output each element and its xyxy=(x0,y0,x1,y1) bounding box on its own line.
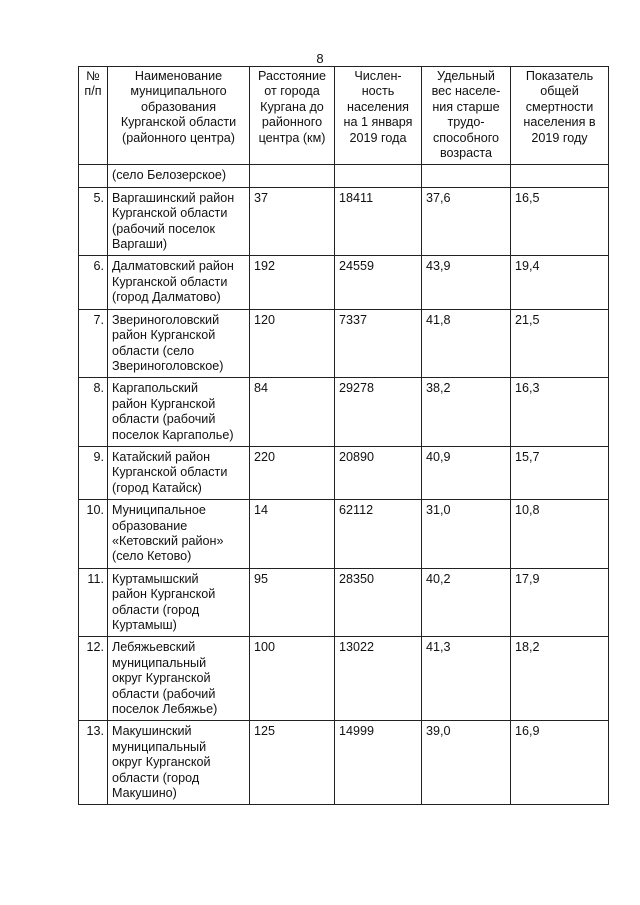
table-row xyxy=(79,568,609,637)
cell-share: 43,9 xyxy=(422,256,511,309)
cell-mortality: 10,8 xyxy=(511,500,609,569)
table-row xyxy=(79,446,609,499)
cell-no: 11. xyxy=(79,568,108,637)
cell-mortality: 19,4 xyxy=(511,256,609,309)
cell-population: 13022 xyxy=(335,637,422,721)
page-number: 8 xyxy=(316,51,324,66)
cell-mortality: 17,9 xyxy=(511,568,609,637)
cell-population: 14999 xyxy=(335,721,422,805)
table-row xyxy=(79,721,609,805)
cell-no: 13. xyxy=(79,721,108,805)
header-share: Удельный вес населе- ния старше трудо- способного возраста xyxy=(422,67,511,165)
cell-name: Катайский район Курганской области (город Катайск) xyxy=(108,446,250,499)
cell-mortality: 18,2 xyxy=(511,637,609,721)
cell-distance xyxy=(250,165,335,187)
cell-name: Каргапольский район Курганской области (рабочий поселок Каргаполье) xyxy=(108,378,250,447)
cell-distance: 125 xyxy=(250,721,335,805)
cell-share: 37,6 xyxy=(422,187,511,256)
cell-share: 31,0 xyxy=(422,500,511,569)
cell-no: 9. xyxy=(79,446,108,499)
header-no: № п/п xyxy=(79,67,108,165)
cell-mortality: 16,5 xyxy=(511,187,609,256)
table-row xyxy=(79,309,609,378)
table-row xyxy=(79,256,609,309)
cell-distance: 95 xyxy=(250,568,335,637)
cell-population xyxy=(335,165,422,187)
cell-share: 41,3 xyxy=(422,637,511,721)
cell-name: Звериноголовский район Курганской области (село Звериноголовское) xyxy=(108,309,250,378)
cell-mortality: 16,3 xyxy=(511,378,609,447)
cell-name: Лебяжьевский муниципальный округ Курганской области (рабочий поселок Лебяжье) xyxy=(108,637,250,721)
cell-share: 40,2 xyxy=(422,568,511,637)
cell-population: 24559 xyxy=(335,256,422,309)
cell-no: 12. xyxy=(79,637,108,721)
cell-no: 10. xyxy=(79,500,108,569)
cell-population: 28350 xyxy=(335,568,422,637)
cell-mortality xyxy=(511,165,609,187)
cell-distance: 192 xyxy=(250,256,335,309)
cell-share: 41,8 xyxy=(422,309,511,378)
cell-mortality: 21,5 xyxy=(511,309,609,378)
mortality-table xyxy=(78,66,609,805)
cell-distance: 220 xyxy=(250,446,335,499)
cell-no: 5. xyxy=(79,187,108,256)
cell-share: 38,2 xyxy=(422,378,511,447)
cell-share: 40,9 xyxy=(422,446,511,499)
cell-name: Макушинский муниципальный округ Курганской области (город Макушино) xyxy=(108,721,250,805)
cell-population: 7337 xyxy=(335,309,422,378)
cell-name: (село Белозерское) xyxy=(108,165,250,187)
table-row xyxy=(79,378,609,447)
cell-population: 18411 xyxy=(335,187,422,256)
cell-distance: 37 xyxy=(250,187,335,256)
header-name: Наименование муниципального образования Курганской области (районного центра) xyxy=(108,67,250,165)
cell-no: 7. xyxy=(79,309,108,378)
cell-distance: 120 xyxy=(250,309,335,378)
table-row xyxy=(79,637,609,721)
cell-distance: 100 xyxy=(250,637,335,721)
cell-population: 29278 xyxy=(335,378,422,447)
cell-share xyxy=(422,165,511,187)
cell-share: 39,0 xyxy=(422,721,511,805)
cell-distance: 14 xyxy=(250,500,335,569)
header-population: Числен- ность населения на 1 января 2019 года xyxy=(335,67,422,165)
cell-distance: 84 xyxy=(250,378,335,447)
header-distance: Расстояние от города Кургана до районного центра (км) xyxy=(250,67,335,165)
cell-name: Муниципальное образование «Кетовский район» (село Кетово) xyxy=(108,500,250,569)
cell-no: 8. xyxy=(79,378,108,447)
cell-name: Далматовский район Курганской области (город Далматово) xyxy=(108,256,250,309)
header-row xyxy=(79,67,609,165)
header-mortality: Показатель общей смертности населения в 2019 году xyxy=(511,67,609,165)
cell-mortality: 16,9 xyxy=(511,721,609,805)
table-row xyxy=(79,187,609,256)
cell-no: 6. xyxy=(79,256,108,309)
cell-mortality: 15,7 xyxy=(511,446,609,499)
cell-name: Варгашинский район Курганской области (рабочий поселок Варгаши) xyxy=(108,187,250,256)
cell-no xyxy=(79,165,108,187)
cell-name: Куртамышский район Курганской области (город Куртамыш) xyxy=(108,568,250,637)
table-row xyxy=(79,165,609,187)
cell-population: 62112 xyxy=(335,500,422,569)
table-row xyxy=(79,500,609,569)
cell-population: 20890 xyxy=(335,446,422,499)
